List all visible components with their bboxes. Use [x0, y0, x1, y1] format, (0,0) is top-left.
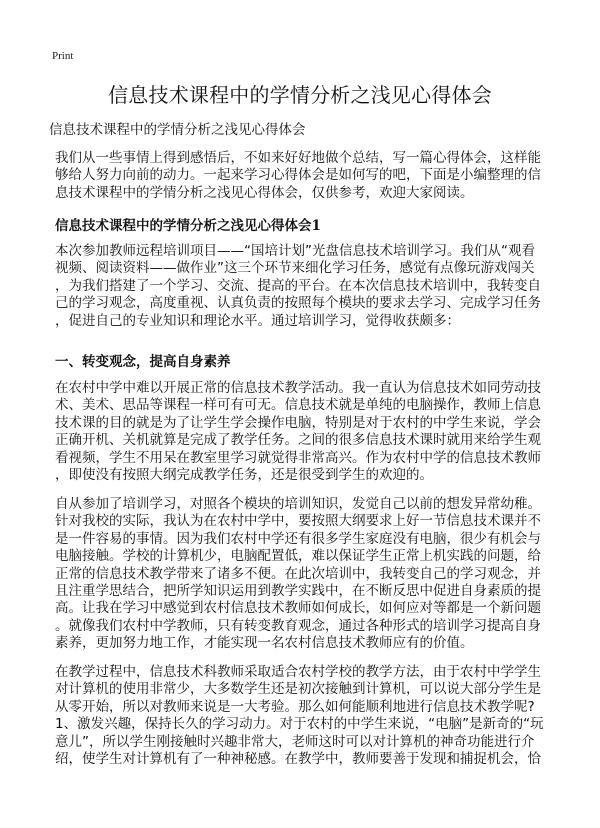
text-line: 高。让我在学习中感觉到农村信息技术教师如何成长，如何应对等都是一个新问题 — [55, 600, 541, 617]
text-line: 绍，使学生对计算机有了一种神秘感。在教学中，教师要善于发现和捕捉机会，恰 — [55, 751, 541, 768]
text-line: ，促进自己的专业知识和理论水平。通过培训学习，觉得收获颇多： — [55, 312, 460, 329]
text-line: 本次参加教师远程培训项目——“国培计划”光盘信息技术培训学习。我们从“观看 — [55, 243, 535, 259]
section-heading: 信息技术课程中的学情分析之浅见心得体会1 — [55, 218, 321, 234]
paragraph-b — [55, 496, 575, 653]
text-line: 。就像我们农村中学教师，只有转变教育观念，通过各种形式的培训学习提高自身 — [55, 617, 541, 634]
text-line: 正常的信息技术教学带来了诸多不便。在此次培训中，我转变自己的学习观念，并 — [55, 565, 541, 582]
text-line: 自从参加了培训学习，对照各个模块的培训知识，发觉自己以前的想发异常幼稚。 — [55, 496, 541, 512]
document-subtitle: 信息技术课程中的学情分析之浅见心得体会 — [49, 122, 306, 138]
text-line: 在教学过程中，信息技术科教师采取适合农村学校的教学方法，由于农村中学学生 — [55, 664, 541, 680]
text-line: 针对我校的实际，我认为在农村中学中，要按照大纲要求上好一节信息技术课并不 — [55, 513, 541, 530]
print-label: Print — [52, 50, 74, 62]
paragraph-c — [55, 664, 575, 768]
text-line: 术、美术、思品等课程一样可有可无。信息技术就是单纯的电脑操作，教师上信息 — [55, 397, 541, 414]
text-line: ，为我们搭建了一个学习、交流、提高的平台。在本次信息技术培训中，我转变自 — [55, 277, 541, 294]
text-line: 息技术课程中的学情分析之浅见心得体会，仅供参考，欢迎大家阅读。 — [55, 184, 474, 201]
text-line: 够给人努力向前的动力。一起来学习心得体会是如何写的吧，下面是小编整理的信 — [55, 167, 541, 184]
text-line: ，即使没有按照大纲完成教学任务，还是很受到学生的欢迎的。 — [55, 467, 433, 484]
intro-paragraph — [55, 150, 575, 202]
text-line: 在农村中学中难以开展正常的信息技术教学活动。我一直认为信息技术如同劳动技 — [55, 380, 541, 396]
paragraph-a — [55, 380, 575, 484]
text-line: 我们从一些事情上得到感悟后，不如来好好地做个总结，写一篇心得体会，这样能 — [55, 150, 541, 166]
text-line: 视频、阅读资料——做作业”这三个环节来细化学习任务，感觉有点像玩游戏闯关 — [55, 260, 535, 277]
text-line: 技术课的目的就是为了让学生学会操作电脑，特别是对于农村的中学生来说，学会 — [55, 414, 541, 431]
text-line: 是一件容易的事情。因为我们农村中学还有很多学生家庭没有电脑，很少有机会与 — [55, 530, 541, 547]
text-line: 从零开始，所以对教师来说是一大考验。那么如何能顺利地进行信息技术教学呢? — [55, 698, 535, 715]
text-line: 意儿”，所以学生刚接触时兴趣非常大，老师这时可以对计算机的神奇功能进行介 — [55, 733, 535, 750]
text-line: 且注重学思结合，把所学知识运用到教学实践中，在不断反思中促进自身素质的提 — [55, 583, 541, 600]
text-line: 对计算机的使用非常少，大多数学生还是初次接触到计算机，可以说大部分学生是 — [55, 681, 541, 698]
text-line: 电脑接触。学校的计算机少，电脑配置低，难以保证学生正常上机实践的问题，给 — [55, 548, 541, 565]
text-line: 素养，更加努力地工作，才能实现一名农村信息技术教师应有的价值。 — [55, 635, 474, 652]
subheading: 一、转变观念，提高自身素养 — [55, 354, 231, 370]
text-line: 1、激发兴趣，保持长久的学习动力。对于农村的中学生来说，“电脑”是新奇的“玩 — [55, 716, 544, 733]
document-title: 信息技术课程中的学情分析之浅见心得体会 — [108, 83, 492, 107]
text-line: 己的学习观念，高度重视、认真负责的按照每个模块的要求去学习、完成学习任务 — [55, 295, 541, 312]
section1-paragraph — [55, 243, 575, 330]
text-line: 正确开机、关机就算是完成了教学任务。之间的很多信息技术课时就用来给学生观 — [55, 432, 541, 449]
text-line: 看视频，学生不用呆在教室里学习就觉得非常高兴。作为农村中学的信息技术教师 — [55, 449, 541, 466]
